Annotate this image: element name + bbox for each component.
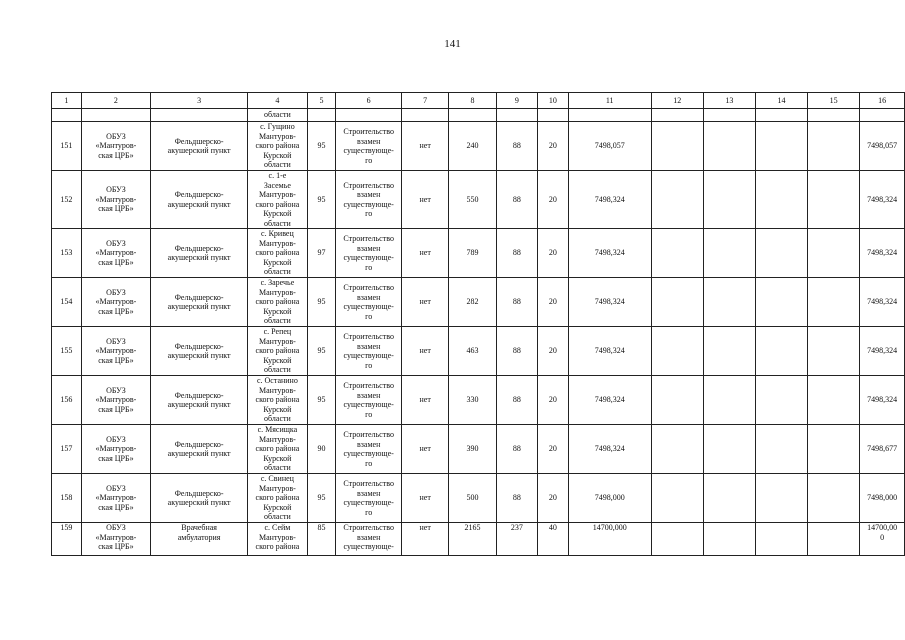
cell-facility-type — [151, 327, 248, 376]
cell-cost — [568, 376, 651, 425]
cell-col-12 — [651, 278, 703, 327]
cell-col-14 — [755, 229, 807, 278]
col-9-text: 88 — [512, 395, 521, 405]
col-8-text: 550 — [466, 194, 479, 204]
cell-col-9 — [496, 523, 537, 556]
col-7-text: нет — [419, 523, 431, 532]
cost-text: 14700,000 — [592, 523, 627, 532]
organization-text: ОБУЗ «Мантуров- ская ЦРБ» — [95, 483, 137, 512]
total-text: 7498,324 — [867, 248, 898, 258]
table-row — [52, 122, 905, 171]
cell-col-12 — [651, 327, 703, 376]
cell-col-10 — [538, 523, 569, 556]
cell-organization — [81, 278, 150, 327]
cell-col-12 — [651, 474, 703, 523]
cost-text: 7498,324 — [594, 346, 625, 356]
row-number-text: 153 — [60, 248, 73, 258]
cell-facility-type — [151, 474, 248, 523]
col-8-text: 240 — [466, 141, 479, 151]
header-cell: 3 — [151, 93, 248, 109]
cell-col-10 — [538, 425, 569, 474]
cell-row-number — [52, 523, 82, 556]
col-10-text: 20 — [548, 141, 557, 151]
col-7-text: нет — [419, 194, 431, 204]
cost-text: 7498,324 — [594, 297, 625, 307]
cell-col-13 — [703, 523, 755, 556]
location-text: с. Сейм Мантуров- ского района — [255, 523, 300, 551]
work-type-text: Строительство взамен существующе- го — [343, 283, 394, 321]
cell-col-14 — [755, 278, 807, 327]
cell-row-number — [52, 327, 82, 376]
total-text: 7498,057 — [867, 141, 898, 151]
row-number-text: 155 — [60, 346, 73, 356]
cell-location — [248, 474, 308, 523]
col-8-text: 463 — [466, 346, 479, 356]
cell-total — [860, 425, 905, 474]
cell-col-5 — [307, 122, 336, 171]
cell-col-8 — [449, 278, 496, 327]
cell-organization — [81, 523, 150, 556]
cost-text: 7498,324 — [594, 395, 625, 405]
organization-text: ОБУЗ «Мантуров- ская ЦРБ» — [95, 287, 137, 316]
table-row — [52, 229, 905, 278]
cell-col-5 — [307, 278, 336, 327]
cell-col-12 — [651, 171, 703, 229]
cell-facility-type — [151, 523, 248, 556]
col-9-text: 237 — [510, 523, 523, 532]
cell-col-10 — [538, 122, 569, 171]
cell-col-13 — [703, 474, 755, 523]
cell-col-14 — [755, 376, 807, 425]
cell-col-13 — [703, 425, 755, 474]
col-10-text: 20 — [548, 194, 557, 204]
cell-row-number — [52, 474, 82, 523]
table-row — [52, 523, 905, 556]
work-type-text: Строительство взамен существующе- го — [343, 180, 394, 218]
location-text: с. Заречье Мантуров- ского района Курской области — [255, 278, 300, 326]
cell-col-7 — [402, 523, 449, 556]
cell-col-15 — [808, 122, 860, 171]
cell-col-10 — [538, 229, 569, 278]
cell-organization — [81, 327, 150, 376]
cell-total — [860, 278, 905, 327]
header-cell: 5 — [307, 93, 336, 109]
col-5-text: 95 — [317, 493, 326, 503]
total-text: 7498,677 — [867, 444, 898, 454]
col-5-text: 95 — [317, 395, 326, 405]
cell-row-number — [52, 278, 82, 327]
header-row — [52, 93, 905, 109]
col-9-text: 88 — [512, 444, 521, 454]
cell-col-10 — [538, 474, 569, 523]
cell-col-8 — [449, 474, 496, 523]
col-10-text: 20 — [548, 248, 557, 258]
cell-col-5 — [307, 327, 336, 376]
organization-text: ОБУЗ «Мантуров- ская ЦРБ» — [95, 434, 137, 463]
cell-cost — [568, 229, 651, 278]
table-row — [52, 376, 905, 425]
col-9-text: 88 — [512, 346, 521, 356]
cell-col-7 — [402, 425, 449, 474]
cell-col-13 — [703, 122, 755, 171]
col-8-text: 789 — [466, 248, 479, 258]
cell-location — [248, 229, 308, 278]
facility-type-text: Фельдшерско- акушерский пункт — [167, 439, 231, 458]
cell-location — [248, 122, 308, 171]
cost-text: 7498,000 — [594, 493, 625, 503]
facility-type-text: Фельдшерско- акушерский пункт — [167, 390, 231, 409]
cell-col-14 — [755, 327, 807, 376]
cell-col-12 — [651, 376, 703, 425]
cell-work-type — [336, 229, 402, 278]
cell-col-13 — [703, 327, 755, 376]
col-8-text: 500 — [466, 493, 479, 503]
row-number-text: 159 — [60, 523, 73, 532]
cell-cost — [568, 122, 651, 171]
col-9-text: 88 — [512, 297, 521, 307]
cell-col-14 — [755, 425, 807, 474]
col-5-text: 95 — [317, 346, 326, 356]
cell-col-13 — [703, 278, 755, 327]
cell-cost — [568, 474, 651, 523]
work-type-text: Строительство взамен существующе- го — [343, 332, 394, 370]
organization-text: ОБУЗ «Мантуров- ская ЦРБ» — [95, 238, 137, 267]
cell-work-type — [336, 171, 402, 229]
cell-col-14 — [755, 474, 807, 523]
facility-type-text: Фельдшерско- акушерский пункт — [167, 190, 231, 209]
cell-col-5 — [307, 425, 336, 474]
cell-col-9 — [496, 122, 537, 171]
cell-col-10 — [538, 376, 569, 425]
cell-col-9 — [496, 327, 537, 376]
row-number-text: 157 — [60, 444, 73, 454]
cell-facility-type — [151, 229, 248, 278]
cell-col-12 — [651, 122, 703, 171]
cell-total — [860, 122, 905, 171]
cell-row-number — [52, 122, 82, 171]
cell-col-10 — [538, 171, 569, 229]
cell-col-7 — [402, 376, 449, 425]
location-text: с. Останино Мантуров- ского района Курской области — [255, 376, 300, 424]
total-text: 7498,324 — [867, 297, 898, 307]
cell-cost — [568, 523, 651, 556]
page-number: 141 — [444, 38, 461, 50]
cell-total — [860, 523, 905, 556]
col-8-text: 330 — [466, 395, 479, 405]
cell-col-13 — [703, 376, 755, 425]
total-text: 7498,324 — [867, 346, 898, 356]
table-row — [52, 171, 905, 229]
cell-work-type — [336, 425, 402, 474]
table-row — [52, 425, 905, 474]
col-7-text: нет — [419, 248, 431, 258]
table-row — [52, 327, 905, 376]
header-cell: 8 — [449, 93, 496, 109]
cell-col-9 — [496, 278, 537, 327]
cell-row-number — [52, 229, 82, 278]
cell-col-15 — [808, 171, 860, 229]
header-cell: 9 — [496, 93, 537, 109]
cell-work-type — [336, 278, 402, 327]
col-7-text: нет — [419, 395, 431, 405]
row-number-text: 152 — [60, 194, 73, 204]
cost-text: 7498,324 — [594, 444, 625, 454]
col-5-text: 95 — [317, 141, 326, 151]
header-cell: 2 — [81, 93, 150, 109]
continued-location: области — [248, 109, 308, 122]
row-number-text: 154 — [60, 297, 73, 307]
col-9-text: 88 — [512, 248, 521, 258]
cell-facility-type — [151, 122, 248, 171]
cell-col-15 — [808, 523, 860, 556]
cell-col-5 — [307, 376, 336, 425]
header-cell: 15 — [808, 93, 860, 109]
col-9-text: 88 — [512, 194, 521, 204]
col-5-text: 97 — [317, 248, 326, 258]
cell-location — [248, 278, 308, 327]
cell-cost — [568, 425, 651, 474]
organization-text: ОБУЗ «Мантуров- ская ЦРБ» — [95, 131, 137, 160]
cell-location — [248, 425, 308, 474]
cell-cost — [568, 171, 651, 229]
header-cell: 6 — [336, 93, 402, 109]
cell-col-8 — [449, 171, 496, 229]
cell-col-8 — [449, 523, 496, 556]
total-text: 14700,00 0 — [867, 523, 898, 542]
cost-text: 7498,324 — [594, 194, 625, 204]
col-7-text: нет — [419, 141, 431, 151]
header-cell: 11 — [568, 93, 651, 109]
total-text: 7498,324 — [867, 194, 898, 204]
cell-location — [248, 523, 308, 556]
location-text: с. 1-е Засемье Мантуров- ского района Курской области — [255, 171, 300, 228]
cell-row-number — [52, 376, 82, 425]
row-number-text: 156 — [60, 395, 73, 405]
cell-col-9 — [496, 376, 537, 425]
cell-col-9 — [496, 171, 537, 229]
facility-type-text: Фельдшерско- акушерский пункт — [167, 243, 231, 262]
cell-facility-type — [151, 425, 248, 474]
total-text: 7498,324 — [867, 395, 898, 405]
location-text: с. Кривец Мантуров- ского района Курской области — [255, 229, 300, 277]
cell-col-8 — [449, 122, 496, 171]
col-7-text: нет — [419, 493, 431, 503]
header-cell: 10 — [538, 93, 569, 109]
row-number-text: 158 — [60, 493, 73, 503]
facility-type-text: Врачебная амбулатория — [177, 523, 221, 542]
cell-row-number — [52, 425, 82, 474]
cell-col-14 — [755, 523, 807, 556]
organization-text: ОБУЗ «Мантуров- ская ЦРБ» — [95, 385, 137, 414]
cell-location — [248, 327, 308, 376]
col-5-text: 90 — [317, 444, 326, 454]
cell-facility-type — [151, 376, 248, 425]
header-cell: 7 — [402, 93, 449, 109]
col-7-text: нет — [419, 444, 431, 454]
location-text: с. Репец Мантуров- ского района Курской области — [255, 327, 300, 375]
header-cell: 13 — [703, 93, 755, 109]
cell-location — [248, 376, 308, 425]
cell-col-15 — [808, 229, 860, 278]
col-8-text: 2165 — [464, 523, 481, 532]
col-9-text: 88 — [512, 141, 521, 151]
cell-col-15 — [808, 474, 860, 523]
col-10-text: 20 — [548, 346, 557, 356]
cell-work-type — [336, 376, 402, 425]
continued-row — [52, 109, 905, 122]
cell-total — [860, 229, 905, 278]
cell-col-7 — [402, 122, 449, 171]
cell-col-5 — [307, 523, 336, 556]
cell-col-10 — [538, 327, 569, 376]
cell-organization — [81, 376, 150, 425]
col-7-text: нет — [419, 297, 431, 307]
cell-col-9 — [496, 229, 537, 278]
cell-col-8 — [449, 229, 496, 278]
location-text: с. Гущино Мантуров- ского района Курской области — [255, 122, 300, 170]
col-5-text: 95 — [317, 194, 326, 204]
work-type-text: Строительство взамен существующе- — [343, 523, 394, 551]
cell-work-type — [336, 523, 402, 556]
cell-total — [860, 171, 905, 229]
cell-total — [860, 327, 905, 376]
cell-col-12 — [651, 229, 703, 278]
cell-col-7 — [402, 278, 449, 327]
cell-work-type — [336, 122, 402, 171]
cell-row-number — [52, 171, 82, 229]
row-number-text: 151 — [60, 141, 73, 151]
cell-organization — [81, 474, 150, 523]
organization-text: ОБУЗ «Мантуров- ская ЦРБ» — [95, 185, 137, 214]
total-text: 7498,000 — [867, 493, 898, 503]
cell-col-15 — [808, 376, 860, 425]
header-cell: 12 — [651, 93, 703, 109]
cell-col-13 — [703, 229, 755, 278]
col-10-text: 20 — [548, 297, 557, 307]
col-7-text: нет — [419, 346, 431, 356]
cell-facility-type — [151, 171, 248, 229]
cell-col-8 — [449, 327, 496, 376]
cell-organization — [81, 171, 150, 229]
cell-col-15 — [808, 278, 860, 327]
location-text: с. Мясищка Мантуров- ского района Курской области — [255, 425, 300, 473]
col-10-text: 20 — [548, 444, 557, 454]
header-cell: 1 — [52, 93, 82, 109]
table-row — [52, 278, 905, 327]
header-cell: 16 — [860, 93, 905, 109]
cell-col-12 — [651, 425, 703, 474]
cost-text: 7498,057 — [594, 141, 625, 151]
cell-cost — [568, 327, 651, 376]
cell-col-12 — [651, 523, 703, 556]
cell-location — [248, 171, 308, 229]
cell-col-8 — [449, 425, 496, 474]
cell-work-type — [336, 474, 402, 523]
facility-type-text: Фельдшерско- акушерский пункт — [167, 341, 231, 360]
organization-text: ОБУЗ «Мантуров- ская ЦРБ» — [95, 336, 137, 365]
col-10-text: 20 — [548, 493, 557, 503]
cell-col-7 — [402, 229, 449, 278]
cell-col-9 — [496, 474, 537, 523]
cell-organization — [81, 122, 150, 171]
location-text: с. Свинец Мантуров- ского района Курской области — [255, 474, 300, 522]
col-10-text: 20 — [548, 395, 557, 405]
cell-col-15 — [808, 327, 860, 376]
cell-cost — [568, 278, 651, 327]
cell-col-5 — [307, 474, 336, 523]
work-type-text: Строительство взамен существующе- го — [343, 234, 394, 272]
cell-col-9 — [496, 425, 537, 474]
cell-col-5 — [307, 171, 336, 229]
work-type-text: Строительство взамен существующе- го — [343, 479, 394, 517]
cell-col-13 — [703, 171, 755, 229]
cost-text: 7498,324 — [594, 248, 625, 258]
cell-work-type — [336, 327, 402, 376]
work-type-text: Строительство взамен существующе- го — [343, 381, 394, 419]
header-cell: 4 — [248, 93, 308, 109]
facility-type-text: Фельдшерско- акушерский пункт — [167, 292, 231, 311]
cell-col-15 — [808, 425, 860, 474]
col-8-text: 390 — [466, 444, 479, 454]
facility-type-text: Фельдшерско- акушерский пункт — [167, 488, 231, 507]
cell-organization — [81, 425, 150, 474]
cell-total — [860, 376, 905, 425]
col-9-text: 88 — [512, 493, 521, 503]
table-row — [52, 474, 905, 523]
col-5-text: 95 — [317, 297, 326, 307]
cell-col-7 — [402, 474, 449, 523]
organization-text: ОБУЗ «Мантуров- ская ЦРБ» — [95, 523, 137, 551]
cell-col-10 — [538, 278, 569, 327]
cell-total — [860, 474, 905, 523]
col-5-text: 85 — [317, 523, 326, 532]
facilities-table — [51, 92, 905, 556]
col-10-text: 40 — [548, 523, 557, 532]
cell-facility-type — [151, 278, 248, 327]
cell-col-7 — [402, 171, 449, 229]
cell-organization — [81, 229, 150, 278]
cell-col-5 — [307, 229, 336, 278]
cell-col-7 — [402, 327, 449, 376]
cell-col-14 — [755, 122, 807, 171]
work-type-text: Строительство взамен существующе- го — [343, 127, 394, 165]
header-cell: 14 — [755, 93, 807, 109]
cell-col-8 — [449, 376, 496, 425]
col-8-text: 282 — [466, 297, 479, 307]
cell-col-14 — [755, 171, 807, 229]
work-type-text: Строительство взамен существующе- го — [343, 430, 394, 468]
facility-type-text: Фельдшерско- акушерский пункт — [167, 136, 231, 155]
